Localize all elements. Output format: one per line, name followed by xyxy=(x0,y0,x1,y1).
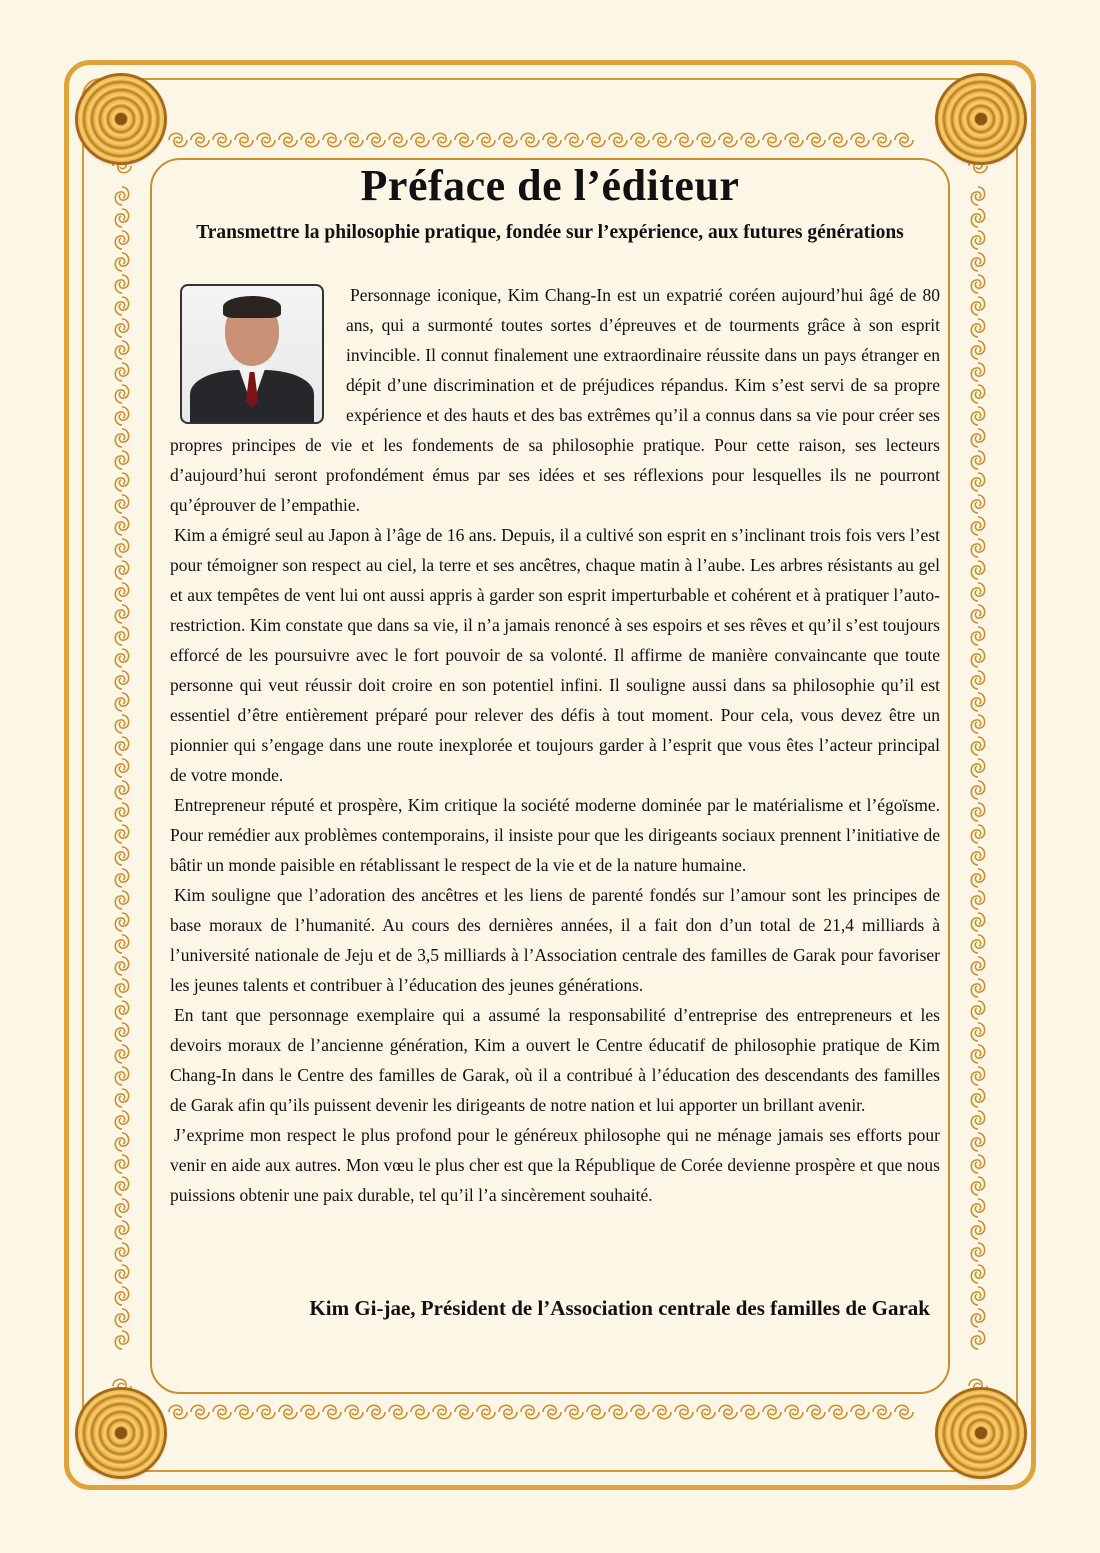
gold-medallion-icon xyxy=(78,76,164,162)
portrait-photo xyxy=(180,284,324,424)
gold-medallion-icon xyxy=(938,1390,1024,1476)
signature: Kim Gi-jae, Président de l’Association centrale des familles de Garak xyxy=(309,1296,930,1320)
page-subtitle: Transmettre la philosophie pratique, fondée sur l’expérience, aux futures générations xyxy=(196,222,904,243)
preface-body xyxy=(170,280,940,1210)
paragraph: En tant que personnage exemplaire qui a assumé la responsabilité d’entreprise des entrepreneurs et les devoirs moraux de l’ancienne génération, Kim a ouvert le Centre éducatif de philosophie pratique de Kim Chang-In dans le Centre des familles de Garak, où il a contribué à l’éducation des descendants des familles de Garak afin qu’ils puissent devenir les dirigeants de notre nation et lui apporter un brillant avenir. xyxy=(170,1005,940,1115)
paragraph: Kim a émigré seul au Japon à l’âge de 16 ans. Depuis, il a cultivé son esprit en s’inclinant trois fois vers l’est pour témoigner son respect au ciel, la terre et ses ancêtres, chaque matin à l’aube. Les arbres résistants au gel et aux tempêtes de vent lui ont aussi appris à garder son esprit imperturbable et cohérent et à pratiquer l’auto-restriction. Kim constate que dans sa vie, il n’a jamais renoncé à ses espoirs et ses rêves et qu’il s’est toujours efforcé de les poursuivre avec le fort pouvoir de sa volonté. Il affirme de manière convaincante que toute personne qui veut réussir doit croire en son potentiel infini. Il souligne aussi dans sa philosophie qu’il est essentiel d’être entièrement préparé pour relever des défis à tout moment. Pour cela, vous devez être un pionnier qui s’engage dans une route inexplorée et toujours garder à l’esprit que vous êtes l’acteur principal de votre monde. xyxy=(170,525,940,785)
gold-medallion-icon xyxy=(938,76,1024,162)
paragraph: J’exprime mon respect le plus profond pour le généreux philosophe qui ne ménage jamais ses efforts pour venir en aide aux autres. Mon vœu le plus cher est que la République de Corée devienne prospère et que nous puissions obtenir une paix durable, tel qu’il l’a sincèrement souhaité. xyxy=(170,1125,940,1205)
paragraph: Entrepreneur réputé et prospère, Kim critique la société moderne dominée par le matérialisme et l’égoïsme. Pour remédier aux problèmes contemporains, il insiste pour que les dirigeants sociaux prennent l’initiative de bâtir un monde paisible en rétablissant le respect de la vie et de la nature humaine. xyxy=(170,795,940,875)
paragraph: Personnage iconique, Kim Chang-In est un expatrié coréen aujourd’hui âgé de 80 ans, qui a surmonté toutes sortes d’épreuves et de tourments grâce à son esprit invincible. Il connut finalement une extraordinaire réussite dans un pays étranger en dépit d’une discrimination et de préjudices répandus. Kim s’est servi de sa propre expérience et des hauts et des bas extrêmes qu’il a connus dans sa vie pour créer ses propres principes de vie et les fondements de sa philosophie pratique. Pour cette raison, ses lecteurs d’aujourd’hui seront profondément émus par ses idées et ses réflexions pour lesquelles ils ne pourront qu’éprouver de l’empathie. xyxy=(170,285,940,515)
paragraph: Kim souligne que l’adoration des ancêtres et les liens de parenté fondés sur l’amour sont les principes de base moraux de l’humanité. Au cours des dernières années, il a fait don d’un total de 21,4 milliards à l’université nationale de Jeju et de 3,5 milliards à l’Association centrale des familles de Garak pour favoriser les jeunes talents et contribuer à l’éducation des jeunes générations. xyxy=(170,885,940,995)
gold-medallion-icon xyxy=(78,1390,164,1476)
page-title: Préface de l’éditeur xyxy=(360,161,740,210)
